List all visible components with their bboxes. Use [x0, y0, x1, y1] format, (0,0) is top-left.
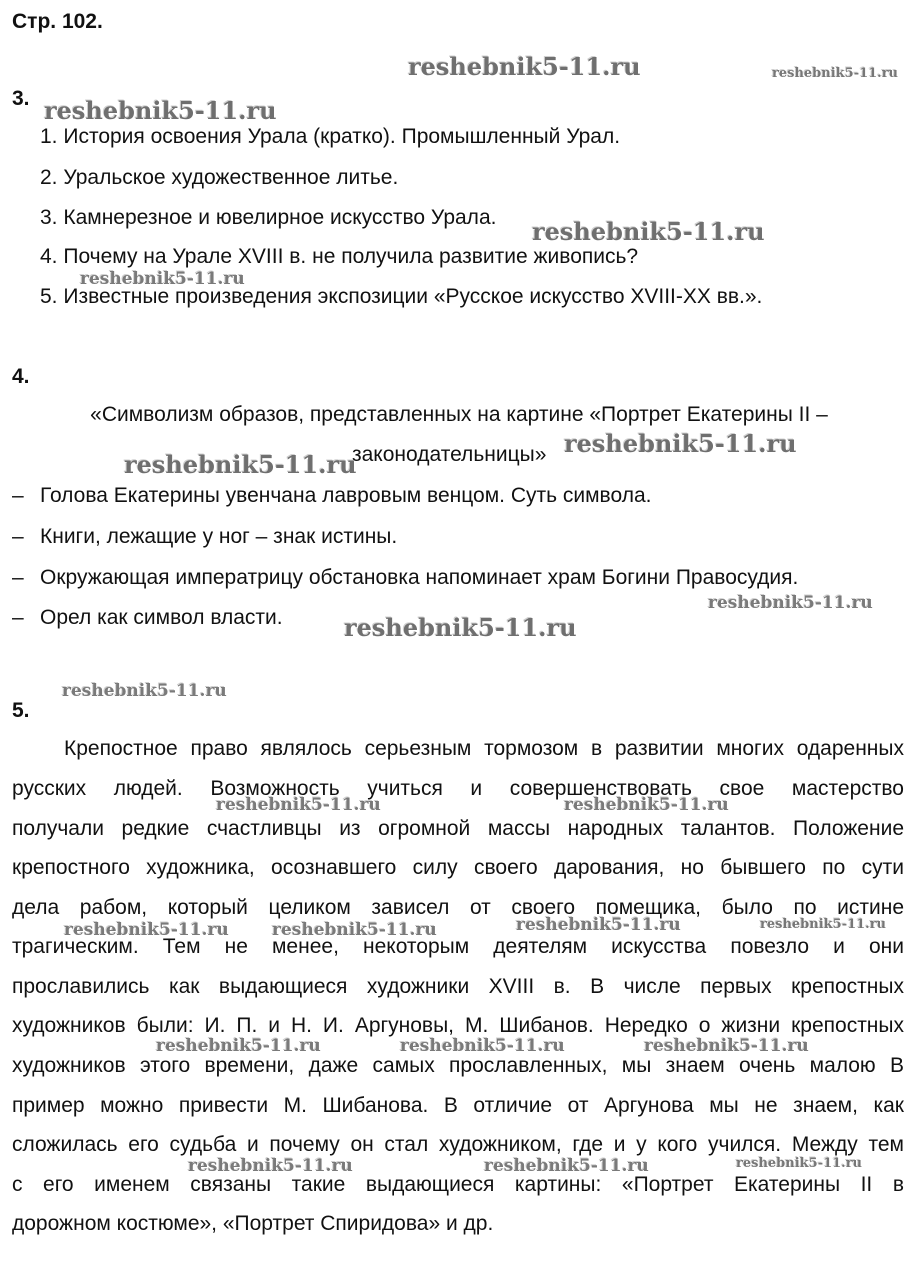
section-3-item-4: 4. Почему на Урале XVIII в. не получила развитие живопись?: [40, 245, 639, 268]
section-3-number: 3.: [12, 87, 30, 110]
section-3-item-1: 1. История освоения Урала (кратко). Промышленный Урал.: [40, 125, 621, 148]
watermark: reshebnik5-11.ru: [760, 917, 887, 932]
section-4-bullet-1: Голова Екатерины увенчана лавровым венцом. Суть символа.: [40, 484, 652, 507]
section-5-line-5: дела рабом, который целиком зависел от своего помещика, было по истине: [12, 896, 904, 919]
section-5-line-3: получали редкие счастливцы из огромной массы народных талантов. Положение: [12, 817, 904, 840]
section-5-line-1: Крепостное право являлось серьезным тормозом в развитии многих одаренных: [64, 737, 904, 760]
section-5-line-2: русских людей. Возможность учиться и совершенствовать свое мастерство: [12, 777, 904, 800]
section-5-line-7: прославились как выдающиеся художники XVIII в. В числе первых крепостных: [12, 975, 904, 998]
section-5-number: 5.: [12, 699, 30, 722]
bullet-dash: –: [12, 566, 24, 589]
section-5-line-12: с его именем связаны такие выдающиеся картины: «Портрет Екатерины II в: [12, 1173, 904, 1196]
section-4-bullet-3: Окружающая императрицу обстановка напоминает храм Богини Правосудия.: [40, 566, 799, 589]
watermark: reshebnik5-11.ru: [408, 52, 641, 81]
watermark: reshebnik5-11.ru: [188, 1156, 353, 1176]
section-5-line-6: трагическим. Тем не менее, некоторым деятелям искусства повезло и они: [12, 935, 904, 958]
watermark: reshebnik5-11.ru: [484, 1156, 649, 1176]
section-5-line-10: пример можно привести М. Шибанова. В отличие от Аргунова мы не знаем, как: [12, 1094, 904, 1117]
watermark: reshebnik5-11.ru: [272, 920, 437, 940]
watermark: reshebnik5-11.ru: [736, 1156, 863, 1171]
watermark: reshebnik5-11.ru: [216, 795, 381, 815]
watermark: reshebnik5-11.ru: [80, 269, 245, 289]
section-4-bullet-2: Книги, лежащие у ног – знак истины.: [40, 525, 398, 548]
watermark: reshebnik5-11.ru: [564, 429, 797, 458]
watermark: reshebnik5-11.ru: [644, 1036, 809, 1056]
bullet-dash: –: [12, 484, 24, 507]
watermark: reshebnik5-11.ru: [124, 450, 357, 479]
section-3-item-5: 5. Известные произведения экспозиции «Русское искусство XVIII-XX вв.».: [40, 285, 763, 308]
watermark: reshebnik5-11.ru: [532, 217, 765, 246]
watermark: reshebnik5-11.ru: [64, 920, 229, 940]
watermark: reshebnik5-11.ru: [62, 681, 227, 701]
section-3-item-2: 2. Уральское художественное литье.: [40, 166, 399, 189]
section-5-line-4: крепостного художника, осознавшего силу своего дарования, но бывшего по сути: [12, 856, 904, 879]
watermark: reshebnik5-11.ru: [400, 1036, 565, 1056]
section-4-bullet-4: Орел как символ власти.: [40, 606, 283, 629]
watermark: reshebnik5-11.ru: [708, 593, 873, 613]
section-3-item-3: 3. Камнерезное и ювелирное искусство Урала.: [40, 206, 497, 229]
page-header: Стр. 102.: [12, 10, 103, 33]
section-5-line-11: сложилась его судьба и почему он стал художником, где и у кого учился. Между тем: [12, 1133, 904, 1156]
watermark: reshebnik5-11.ru: [516, 915, 681, 935]
section-4-number: 4.: [12, 365, 30, 388]
section-5-line-9: художников этого времени, даже самых прославленных, мы знаем очень малою В: [12, 1054, 904, 1077]
watermark: reshebnik5-11.ru: [564, 795, 729, 815]
watermark: reshebnik5-11.ru: [44, 96, 277, 125]
watermark: reshebnik5-11.ru: [772, 66, 899, 81]
section-4-quote-line-1: «Символизм образов, представленных на картине «Портрет Екатерины II –: [90, 403, 828, 426]
section-4-quote-line-2: законодательницы»: [352, 443, 547, 466]
bullet-dash: –: [12, 525, 24, 548]
watermark: reshebnik5-11.ru: [344, 613, 577, 642]
section-5-line-8: художников были: И. П. и Н. И. Аргуновы, М. Шибанов. Нередко о жизни крепостных: [12, 1014, 904, 1037]
section-5-line-13: дорожном костюме», «Портрет Спиридова» и др.: [12, 1212, 494, 1235]
watermark: reshebnik5-11.ru: [156, 1036, 321, 1056]
bullet-dash: –: [12, 606, 24, 629]
